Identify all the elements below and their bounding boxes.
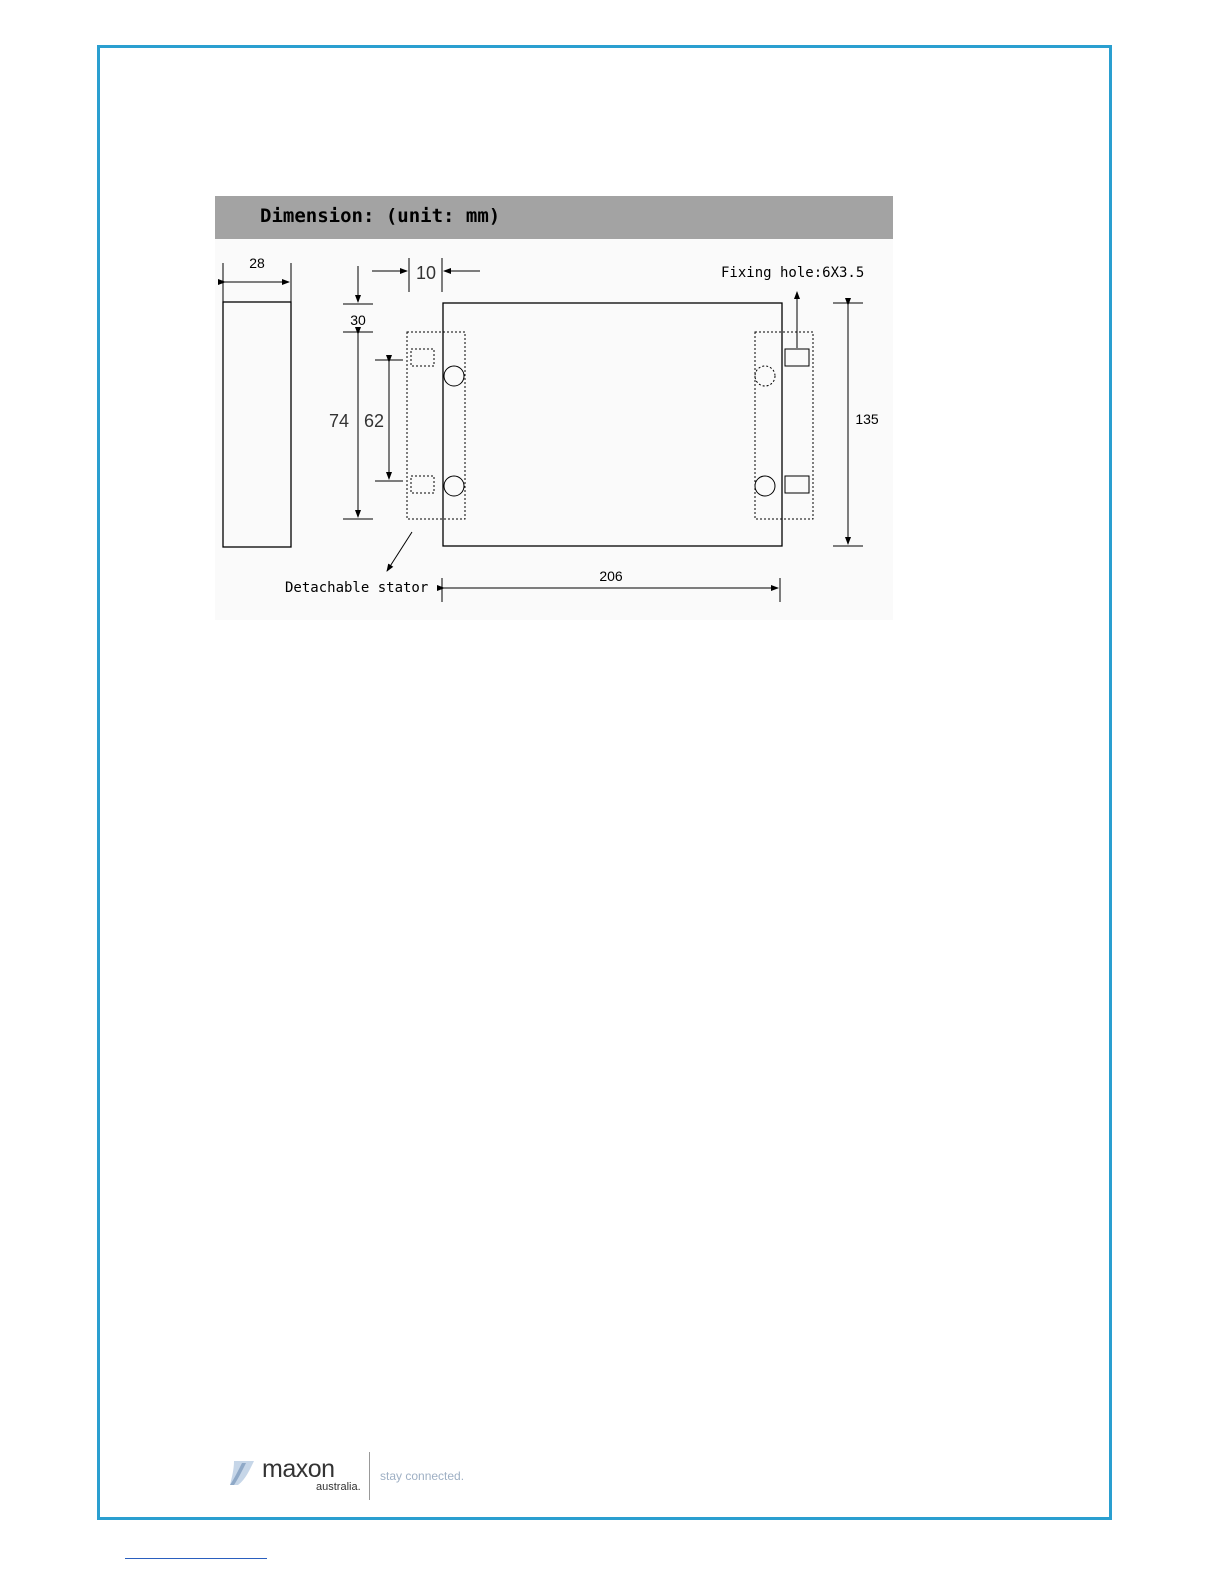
hole-spacing-label: 62 bbox=[363, 411, 385, 431]
right-stator bbox=[755, 332, 813, 519]
brand-swoosh-icon bbox=[228, 1459, 256, 1487]
front-offset-label: 10 bbox=[415, 263, 437, 283]
fixing-hole-label: Fixing hole:6X3.5 bbox=[721, 265, 865, 281]
brand-tagline: stay connected. bbox=[380, 1469, 465, 1483]
brand-name: maxon bbox=[262, 1455, 335, 1483]
footer-logo bbox=[228, 1452, 488, 1502]
side-view bbox=[223, 263, 291, 547]
logo-divider bbox=[369, 1452, 370, 1500]
width-side-label: 28 bbox=[249, 255, 265, 271]
stator-leader bbox=[387, 532, 412, 571]
top-offset-dimension bbox=[343, 266, 373, 304]
left-stator bbox=[407, 332, 465, 519]
stator-height-label: 74 bbox=[328, 411, 350, 431]
top-offset-label: 30 bbox=[350, 312, 366, 328]
overall-width-label: 206 bbox=[599, 568, 623, 584]
footnote-rule bbox=[125, 1558, 267, 1559]
stator-label: Detachable stator bbox=[285, 580, 429, 596]
overall-height-label: 135 bbox=[855, 411, 879, 427]
brand-sub: australia. bbox=[316, 1481, 361, 1493]
dimension-figure bbox=[215, 196, 893, 620]
figure-title: Dimension: (unit: mm) bbox=[260, 205, 501, 227]
dimension-drawing bbox=[215, 196, 893, 620]
main-body bbox=[443, 303, 782, 546]
